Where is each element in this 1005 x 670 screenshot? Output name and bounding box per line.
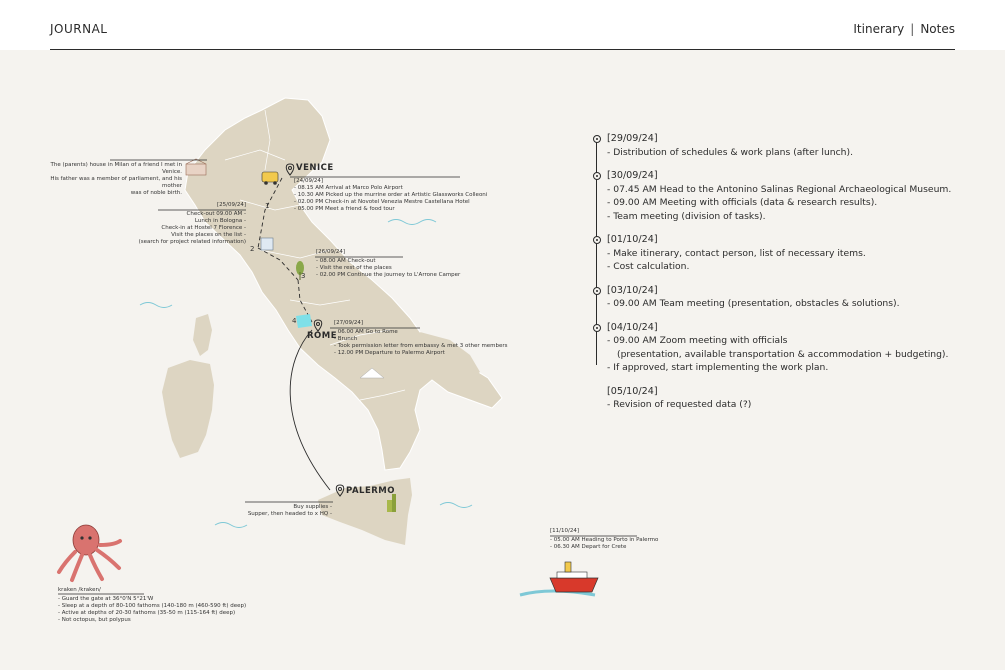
timeline-dot-icon — [593, 135, 601, 143]
rome-note-date: [27/09/24] — [334, 320, 363, 326]
ship-note-line: - 05.00 AM Heading to Porto in Palermo — [550, 537, 659, 543]
tuscany-note — [316, 249, 460, 279]
ship-icon — [520, 562, 598, 595]
ship-note-line: - 06.30 AM Depart for Crete — [550, 544, 627, 550]
florence-note-date: [25/09/24] — [217, 202, 246, 208]
timeline-entry — [593, 169, 953, 223]
rome-marker-icon — [296, 314, 312, 328]
kraken-note-line: - Active at depths of 20-30 fathoms (35-50 m (115-164 ft) deep) — [58, 610, 236, 616]
rome-note — [334, 320, 508, 357]
timeline-date: [29/09/24] — [607, 133, 658, 144]
timeline-date: [30/09/24] — [607, 170, 658, 181]
house-note-line: His father was a member of parliament, and his mother — [50, 176, 182, 189]
timeline-entry — [593, 284, 953, 311]
octopus-icon — [59, 525, 120, 580]
timeline-dot-icon — [593, 172, 601, 180]
timeline-item: - 07.45 AM Head to the Antonino Salinas Regional Archaeological Museum. — [607, 183, 952, 195]
palermo-note-line: Buy supplies - — [293, 504, 332, 510]
timeline-entry — [593, 132, 953, 159]
timeline-dot-icon — [593, 324, 601, 332]
tuscany-note-date: [26/09/24] — [316, 249, 345, 255]
tuscany-note-line: - Visit the rest of the places — [316, 265, 392, 271]
route-number-3: 3 — [301, 272, 306, 280]
timeline-date: [04/10/24] — [607, 321, 658, 333]
mainland-shape — [185, 98, 502, 470]
florence-note — [130, 202, 246, 246]
florence-note-line: Lunch in Bologna - — [194, 218, 246, 224]
venice-note-line: - 10.30 AM Picked up the murrine order at Artistic Glassworks Colleoni — [294, 192, 488, 198]
brand-title[interactable]: JOURNAL — [50, 22, 108, 36]
florence-note-line: Visit the places on the list - — [171, 232, 246, 238]
kraken-note-line: - Not octopus, but polypus — [58, 617, 131, 623]
timeline — [593, 132, 953, 422]
venice-note-line: - 05.00 PM Meet a friend & food tour — [294, 206, 395, 212]
timeline-entry — [593, 233, 953, 274]
timeline-date: [01/10/24] — [607, 234, 658, 245]
kraken-note-line: - Sleep at a depth of 80-100 fathoms (140-180 m (460-590 ft) deep) — [58, 603, 247, 609]
building-icon — [261, 238, 273, 250]
city-label-rome: ROME — [307, 331, 338, 341]
corsica-shape — [193, 314, 212, 356]
timeline-item: - 09.00 AM Meeting with officials (data & research results). — [607, 197, 878, 208]
timeline-item: - Team meeting (division of tasks). — [607, 210, 766, 222]
timeline-entry — [593, 385, 953, 412]
timeline-entry — [593, 321, 953, 375]
rome-note-line: - Took permission letter from embassy & met 3 other members — [334, 343, 508, 349]
timeline-item: - Distribution of schedules & work plans (after lunch). — [607, 146, 854, 158]
palermo-note-line: Supper, then headed to x HQ - — [247, 511, 332, 517]
sardinia-shape — [162, 360, 214, 458]
timeline-item: - If approved, start implementing the work plan. — [607, 362, 829, 373]
tuscany-note-line: - 08.00 AM Check-out — [316, 258, 376, 264]
city-label-venice: VENICE — [296, 163, 334, 173]
nav-notes[interactable]: Notes — [920, 22, 955, 36]
nav-itinerary[interactable]: Itinerary — [853, 22, 905, 36]
nav-separator: | — [910, 22, 915, 36]
venice-note — [294, 178, 487, 213]
timeline-item: - 09.00 AM Zoom meeting with officials — [607, 335, 788, 346]
venice-note-line: - 02.00 PM Check-in at Novotel Venezia Mestre Castellana Hotel — [294, 199, 470, 205]
timeline-dot-icon — [593, 236, 601, 244]
florence-note-line: (search for project related information) — [138, 239, 246, 245]
palermo-note — [240, 504, 332, 518]
house-note-line: was of noble birth. — [130, 190, 182, 196]
timeline-item: - Cost calculation. — [607, 261, 690, 272]
route-number-2: 2 — [250, 245, 255, 253]
route-number-1: 1 — [265, 202, 270, 210]
timeline-item: (presentation, available transportation & accommodation + budgeting). — [617, 348, 949, 360]
rome-note-line: - Brunch — [334, 336, 358, 342]
house-note — [38, 162, 182, 197]
venice-note-line: - 08.15 AM Arrival at Marco Polo Airport — [294, 185, 403, 191]
timeline-date: [05/10/24] — [607, 385, 658, 397]
venice-note-date: [24/09/24] — [294, 178, 323, 184]
timeline-date: [03/10/24] — [607, 284, 658, 296]
ship-note — [550, 528, 658, 551]
kraken-note-line: - Guard the gate at 36°0'N 5°21'W — [58, 596, 154, 602]
route-number-4: 4 — [292, 317, 297, 325]
timeline-item: - Revision of requested data (?) — [607, 399, 752, 410]
kraken-note-title: kraken /kraken/ — [58, 587, 101, 593]
florence-note-line: Check-in at Hostel 7 Florence - — [161, 225, 246, 231]
ship-note-date: [11/10/24] — [550, 528, 579, 534]
rome-note-line: - 06.00 AM Go to Rome — [334, 329, 398, 335]
timeline-item: - 09.00 AM Team meeting (presentation, obstacles & solutions). — [607, 298, 900, 309]
city-label-palermo: PALERMO — [346, 486, 395, 496]
tuscany-note-line: - 02.00 PM Continue the journey to L'Arrone Camper — [316, 272, 461, 278]
timeline-item: - Make itinerary, contact person, list of necessary items. — [607, 247, 866, 259]
house-note-line: The (parents) house in Milan of a friend I met in Venice. — [50, 162, 182, 175]
kraken-note — [58, 587, 246, 624]
rome-note-line: - 12.00 PM Departure to Palermo Airport — [334, 350, 445, 356]
florence-note-line: Check-out 09.00 AM - — [186, 211, 246, 217]
timeline-dot-icon — [593, 287, 601, 295]
